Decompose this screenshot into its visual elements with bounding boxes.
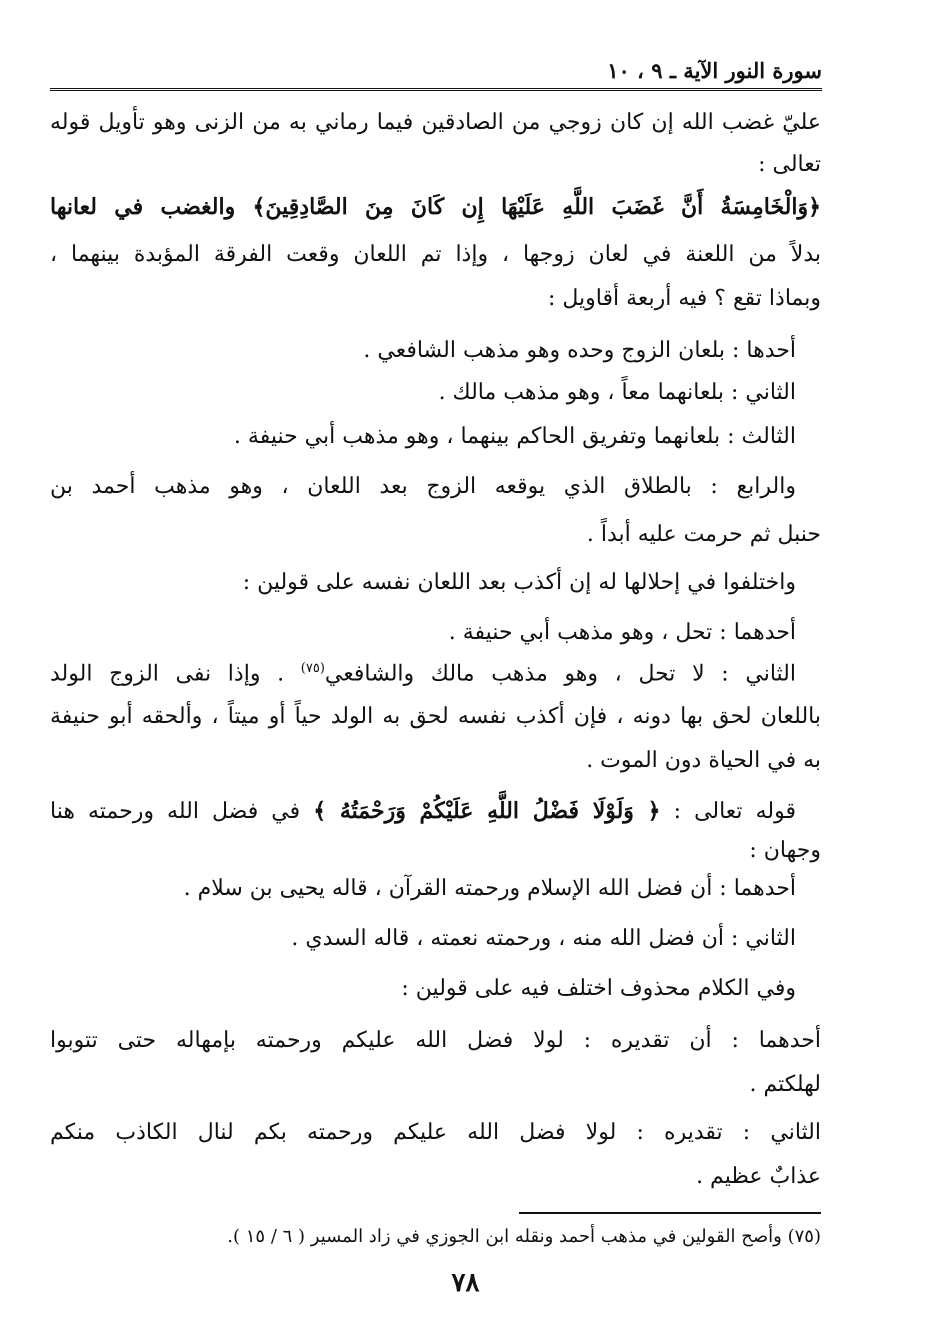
body-line: أحدهما : أن فضل الله الإسلام ورحمته القرآن ، قاله يحيى بن سلام . <box>183 876 796 901</box>
body-line: حنبل ثم حرمت عليه أبداً . <box>586 522 821 547</box>
body-line: عليّ غضب الله إن كان زوجي من الصادقين فيما رماني به من الزنى وهو تأويل قوله <box>50 110 821 135</box>
body-line <box>50 796 796 826</box>
body-line <box>50 654 797 687</box>
quran-verse-line: ﴿وَالْخَامِسَةُ أَنَّ غَضَبَ اللَّهِ عَلَيْهَا إِن كَانَ مِنَ الصَّادِقِينَ﴾ والغضب في لعانها <box>50 194 821 220</box>
running-header <box>50 52 822 91</box>
body-line: وبماذا تقع ؟ فيه أربعة أقاويل : <box>547 286 821 311</box>
body-line: باللعان لحق بها دونه ، فإن أكذب نفسه لحق به الولد حياً أو ميتاً ، وألحقه أبو حنيفة <box>50 704 821 729</box>
body-line: والرابع : بالطلاق الذي يوقعه الزوج بعد اللعان ، وهو مذهب أحمد بن <box>50 474 796 499</box>
quran-verse: ﴿ وَلَوْلَا فَضْلُ اللَّهِ عَلَيْكُمْ وَرَحْمَتُهُ ﴾ <box>313 798 661 824</box>
body-line: الثالث : بلعانهما وتفريق الحاكم بينهما ، وهو مذهب أبي حنيفة . <box>233 424 796 449</box>
body-line: الثاني : بلعانهما معاً ، وهو مذهب مالك . <box>438 380 796 405</box>
body-line: عذابٌ عظيم . <box>696 1164 821 1189</box>
body-line: لهلكتم . <box>749 1072 821 1097</box>
body-line: به في الحياة دون الموت . <box>586 748 821 773</box>
body-line: أحدهما : أن تقديره : لولا فضل الله عليكم ورحمته بإمهاله حتى تتوبوا <box>50 1028 821 1053</box>
body-line: الثاني : أن فضل الله منه ، ورحمته نعمته ، قاله السدي . <box>291 926 796 951</box>
body-line: وجهان : <box>749 838 821 863</box>
body-line: الثاني : تقديره : لولا فضل الله عليكم ورحمته بكم لنال الكاذب منكم <box>50 1120 821 1145</box>
footnote-divider <box>519 1212 821 1214</box>
body-line: أحدهما : تحل ، وهو مذهب أبي حنيفة . <box>448 620 796 645</box>
body-text: الثاني : لا تحل ، وهو مذهب مالك والشافعي <box>324 661 797 687</box>
page-number: ٧٨ <box>451 1268 480 1298</box>
footnote: (٧٥) وأصح القولين في مذهب أحمد ونقله ابن الجوزي في زاد المسير ( ٦ / ١٥ ). <box>227 1226 821 1247</box>
body-line: تعالى : <box>758 152 821 177</box>
body-text: في فضل الله ورحمته هنا <box>50 799 314 824</box>
body-text: قوله تعالى : <box>660 799 796 824</box>
footnote-reference[interactable]: (٧٥) <box>300 661 325 676</box>
header-title: سورة النور الآية ـ ٩ ، ١٠ <box>607 58 822 83</box>
body-text: . وإذا نفى الزوج الولد <box>50 661 301 687</box>
body-line: بدلاً من اللعنة في لعان زوجها ، وإذا تم اللعان وقعت الفرقة المؤبدة بينهما ، <box>50 242 821 267</box>
body-line: واختلفوا في إحلالها له إن أكذب بعد اللعان نفسه على قولين : <box>242 570 796 595</box>
body-line: وفي الكلام محذوف اختلف فيه على قولين : <box>401 976 796 1001</box>
body-line: أحدها : بلعان الزوج وحده وهو مذهب الشافعي . <box>363 338 796 363</box>
